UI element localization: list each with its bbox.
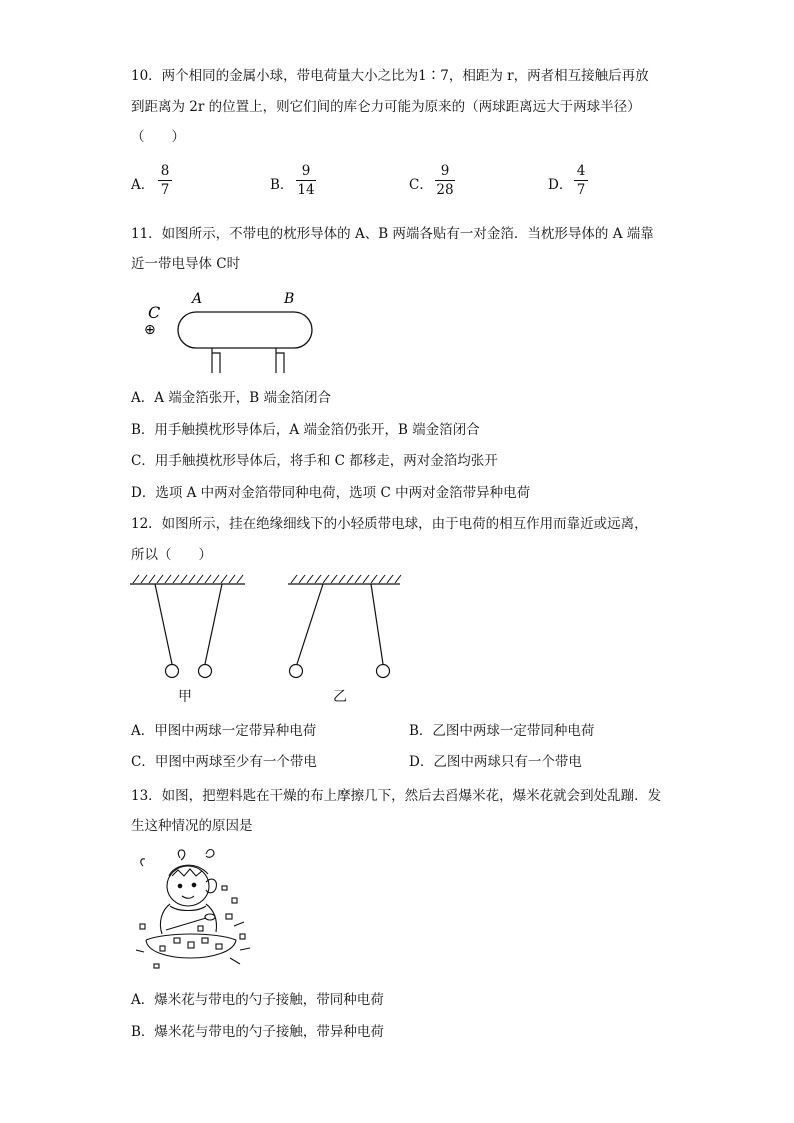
popcorn-icon: [174, 938, 180, 943]
numerator: 9: [301, 163, 311, 179]
q10-option-b-label: B．: [270, 177, 294, 193]
q10-line2: 到距离为 2r 的位置上，则它们间的库仑力可能为原来的（两球距离远大于两球半径）: [131, 99, 641, 115]
q10-line1: 10．两个相同的金属小球，带电荷量大小之比为1∶7，相距为 r，两者相互接触后再放: [131, 68, 649, 84]
q10-option-b-fraction: [296, 163, 316, 198]
pendulum-figure: [125, 572, 410, 707]
right-pigtail-icon: [206, 850, 214, 858]
pillow-conductor-figure: [140, 285, 330, 377]
ball-jia-right: [199, 665, 212, 678]
numerator: 4: [576, 163, 586, 179]
q12-option-c: C．甲图中两球至少有一个带电: [131, 754, 317, 770]
label-a: A: [192, 291, 203, 307]
hatch-yi: [291, 575, 401, 583]
denominator: 7: [576, 182, 586, 198]
q13-option-a: A．爆米花与带电的勺子接触，带同种电荷: [131, 992, 384, 1008]
figure-label-jia: 甲: [178, 689, 192, 705]
pillow-conductor-body: [178, 312, 312, 348]
numerator: 9: [440, 163, 450, 179]
figure-jia: [130, 575, 245, 678]
q11-line2: 近一带电导体 C时: [131, 256, 241, 272]
q11-option-c: C．用手触摸枕形导体后，将手和 C 都移走，两对金箔均张开: [131, 453, 498, 469]
q10-option-d-label: D．: [548, 177, 573, 193]
q10-option-d-fraction: [574, 163, 588, 198]
q13-line1: 13．如图，把塑料匙在干燥的布上摩擦几下，然后去舀爆米花，爆米花就会到处乱蹦．发: [131, 788, 662, 804]
denominator: 28: [436, 182, 454, 198]
q10-option-a-label: A．: [131, 177, 155, 193]
label-b: B: [284, 291, 295, 307]
ball-jia-left: [166, 665, 179, 678]
girl-popcorn-illustration: [136, 846, 254, 974]
q12-option-b: B．乙图中两球一定带同种电荷: [409, 723, 595, 739]
gold-foil-a-icon: [212, 348, 220, 373]
q10-option-c-label: C．: [409, 177, 433, 193]
q11-option-a: A．A 端金箔张开，B 端金箔闭合: [131, 390, 332, 406]
q13-line2: 生这种情况的原因是: [131, 818, 253, 834]
label-c: C: [148, 303, 161, 322]
q10-option-a-fraction: [158, 163, 172, 198]
q10-option-c-fraction: [435, 163, 455, 198]
q11-option-d: D．选项 A 中两对金箔带同种电荷，选项 C 中两对金箔带异种电荷: [131, 485, 531, 501]
thread-jia-left: [155, 584, 172, 664]
gold-foil-b-icon: [276, 348, 284, 373]
q11-line1: 11．如图所示，不带电的枕形导体的 A、B 两端各贴有一对金箔．当枕形导体的 A 端靠: [131, 226, 654, 242]
thread-jia-right: [205, 584, 222, 664]
thread-yi-right: [371, 584, 383, 664]
q12-option-d: D．乙图中两球只有一个带电: [409, 754, 582, 770]
q12-option-a: A．甲图中两球一定带异种电荷: [131, 723, 317, 739]
denominator: 7: [160, 182, 170, 198]
figure-label-yi: 乙: [333, 689, 347, 705]
q10-answer-blank: （ ）: [131, 129, 185, 145]
figure-yi: [288, 575, 401, 678]
hand-icon: [206, 879, 216, 893]
denominator: 14: [297, 182, 315, 198]
positive-charge-icon: ⊕: [144, 322, 156, 338]
q12-line1: 12．如图所示，挂在绝缘细线下的小轻质带电球，由于电荷的相互作用而靠近或远离，: [131, 516, 648, 532]
q12-line2: 所以（ ）: [131, 547, 212, 563]
spoon-icon: [166, 918, 206, 930]
ball-yi-left: [290, 665, 303, 678]
thread-yi-left: [297, 584, 323, 664]
numerator: 8: [160, 163, 170, 179]
ball-yi-right: [377, 665, 390, 678]
q11-option-b: B．用手触摸枕形导体后，A 端金箔仍张开，B 端金箔闭合: [131, 422, 480, 438]
hatch-jia: [133, 575, 243, 583]
q13-option-b: B．爆米花与带电的勺子接触，带异种电荷: [131, 1024, 384, 1040]
left-pigtail-icon: [178, 850, 184, 860]
